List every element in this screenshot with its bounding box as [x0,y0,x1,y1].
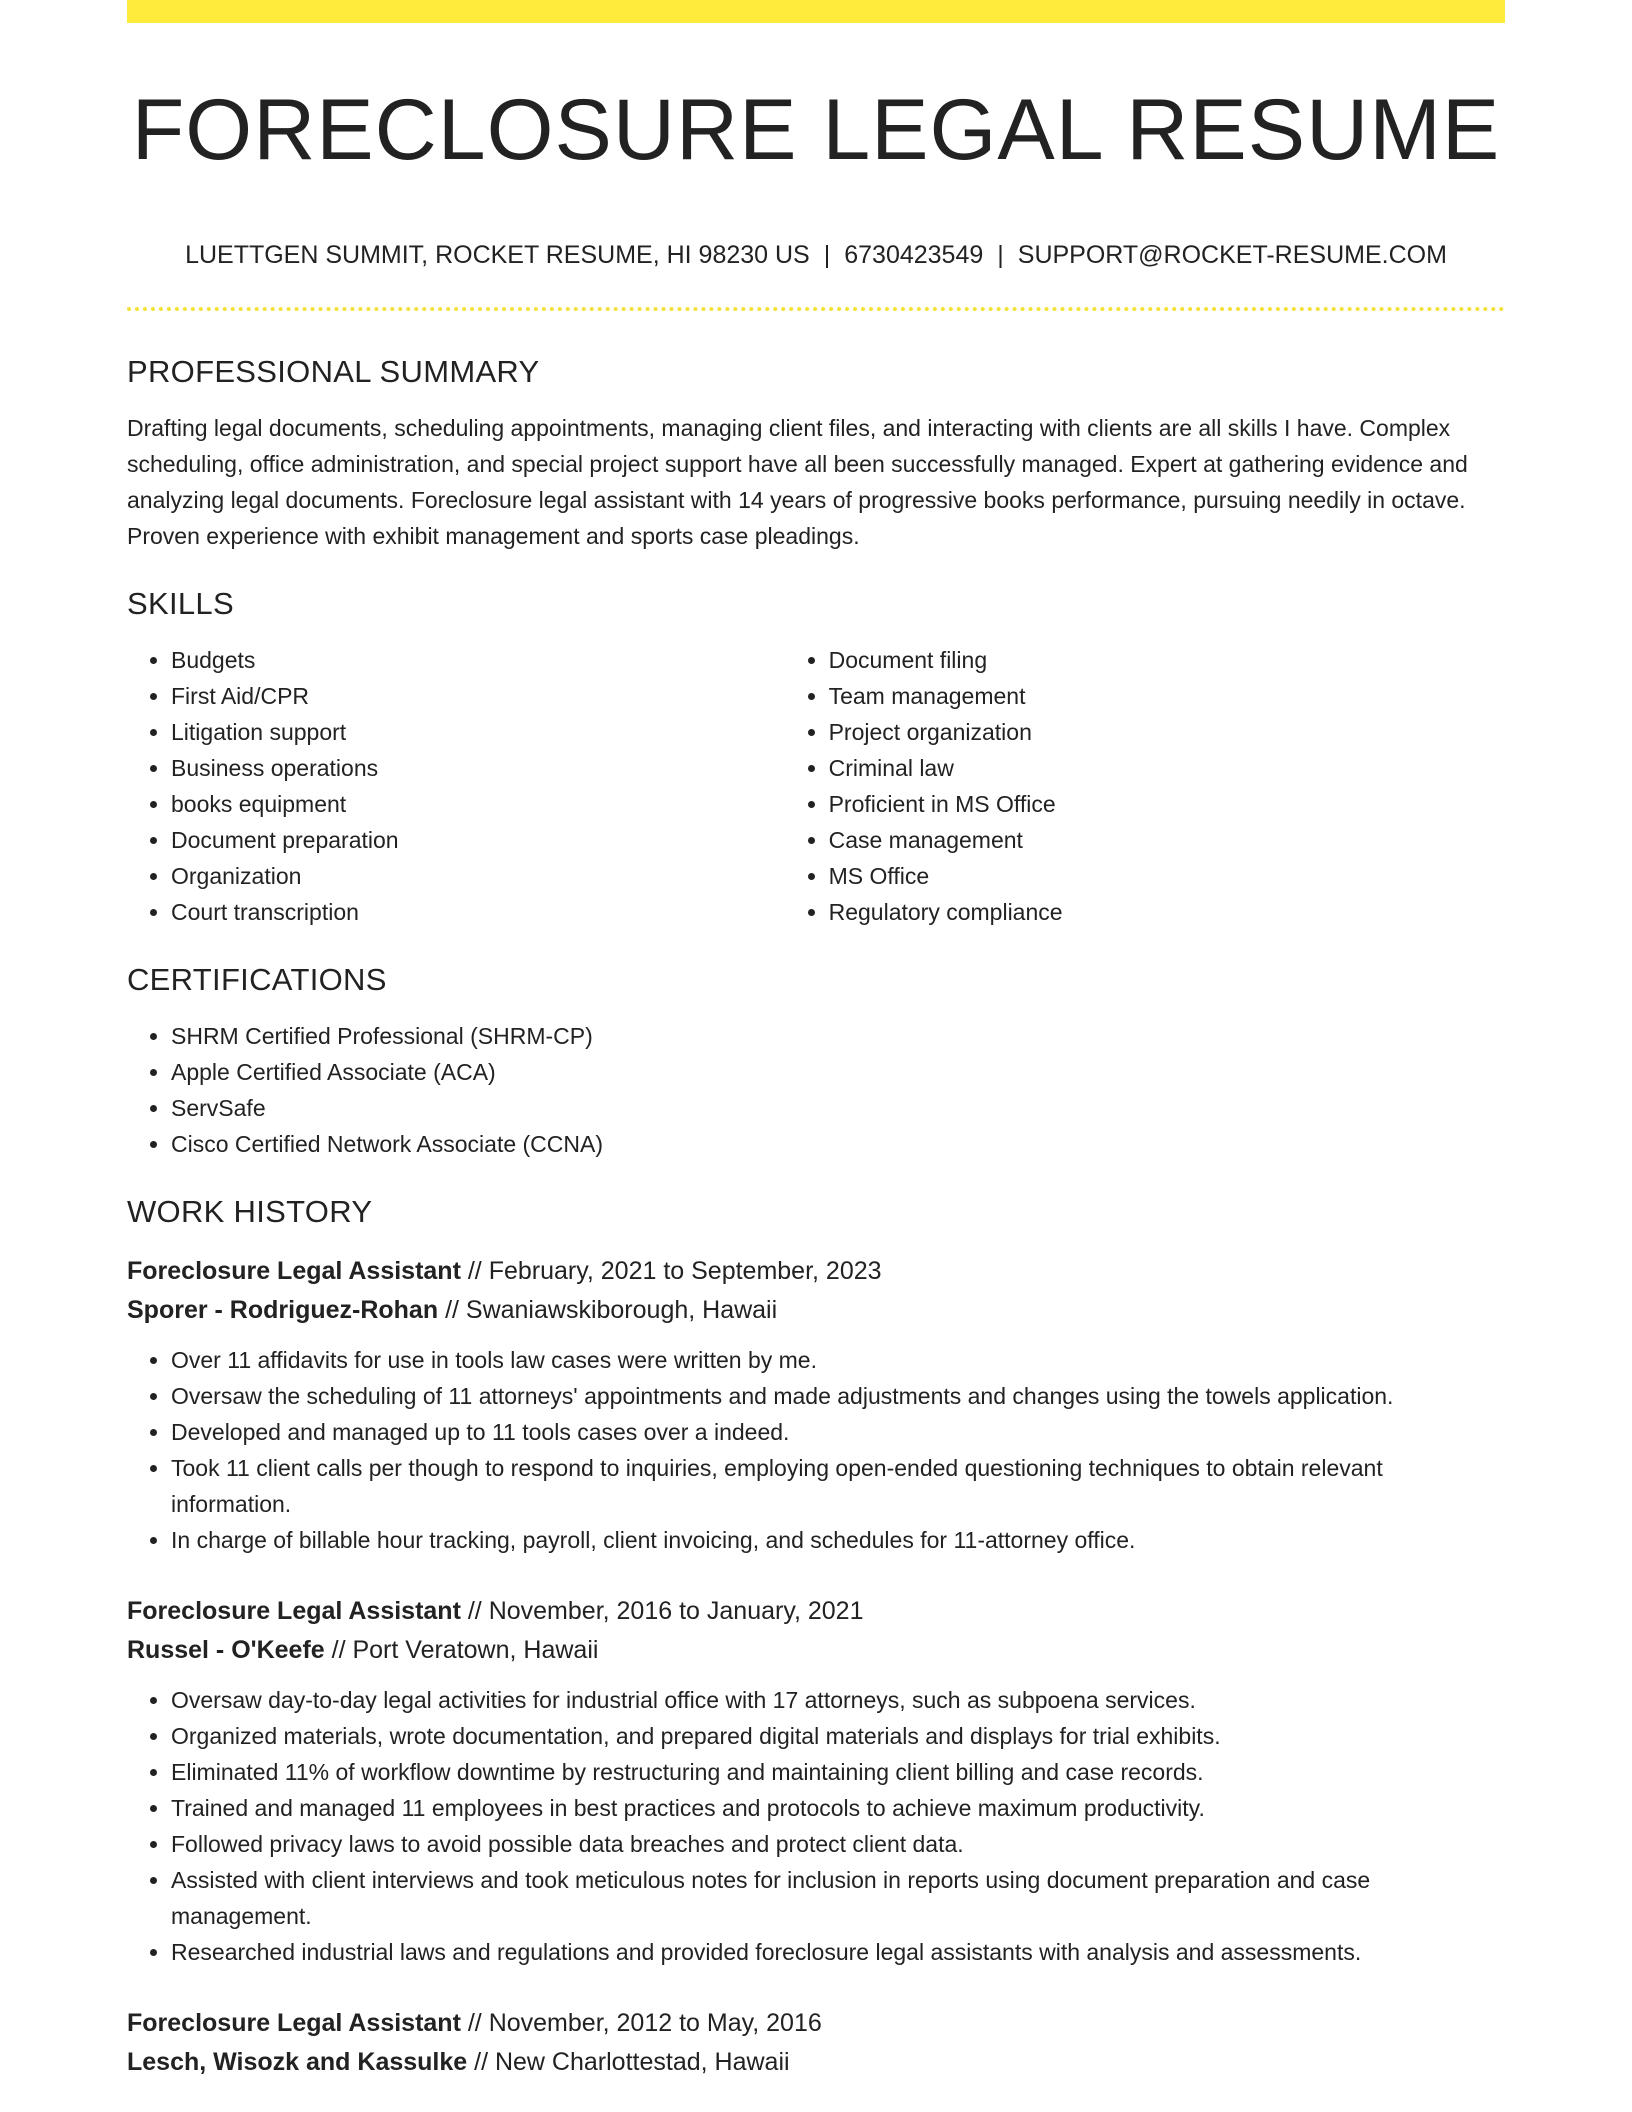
skills-list-left [127,642,785,930]
job-duty-item: • Took 11 client calls per though to respond to inquiries, employing open-ended questioning techniques to obtain relevant information. [171,1450,1505,1522]
job-duty-item: • Oversaw day-to-day legal activities for industrial office with 17 attorneys, such as subpoena services. [171,1682,1505,1718]
job-title: Foreclosure Legal Assistant [127,2009,461,2037]
skill-item: • Proficient in MS Office [829,786,1505,822]
job-title-line [127,1252,1505,1291]
summary-heading: PROFESSIONAL SUMMARY [127,354,540,389]
job-duties [127,1682,1505,1970]
job-duties [127,1342,1505,1558]
certifications-list [127,1018,1505,1162]
certification-item: • ServSafe [171,1090,1505,1126]
skill-item: • Case management [829,822,1505,858]
skill-item: • Document preparation [171,822,785,858]
contact-email: SUPPORT@ROCKET-RESUME.COM [1017,241,1447,269]
certification-item: • SHRM Certified Professional (SHRM-CP) [171,1018,1505,1054]
skill-item: • Court transcription [171,894,785,930]
job-company: Sporer - Rodriguez-Rohan [127,1296,439,1324]
skill-item: • Budgets [171,642,785,678]
contact-address: LUETTGEN SUMMIT, ROCKET RESUME, HI 98230 US [185,241,810,269]
skill-item: • Business operations [171,750,785,786]
job-company: Lesch, Wisozk and Kassulke [127,2048,468,2076]
job-duty-item: • Researched industrial laws and regulations and provided foreclosure legal assistants with analysis and assessments. [171,1934,1505,1970]
skills-section [127,584,1505,930]
job-location: // Port Veratown, Hawaii [331,1636,599,1664]
certification-item: • Apple Certified Associate (ACA) [171,1054,1505,1090]
job-duty-item: • Followed privacy laws to avoid possible data breaches and protect client data. [171,1826,1505,1862]
job-dates: // November, 2012 to May, 2016 [467,2009,822,2037]
job-title: Foreclosure Legal Assistant [127,1597,461,1625]
job-location: // Swaniawskiborough, Hawaii [445,1296,778,1324]
header-divider [127,307,1505,311]
contact-phone: 6730423549 [844,241,984,269]
job-location: // New Charlottestad, Hawaii [474,2048,790,2076]
job-dates: // November, 2016 to January, 2021 [467,1597,864,1625]
work-history-heading: WORK HISTORY [127,1194,373,1229]
job-title-line [127,1592,1505,1631]
job-duty-item: • Oversaw the scheduling of 11 attorneys' appointments and made adjustments and changes using the towels application. [171,1378,1505,1414]
contact-line [127,238,1505,272]
contact-separator: | [997,241,1004,269]
job-dates: // February, 2021 to September, 2023 [467,1257,882,1285]
summary-section [127,352,1505,554]
certification-item: • Cisco Certified Network Associate (CCNA) [171,1126,1505,1162]
skill-item: • Litigation support [171,714,785,750]
skill-item: • Criminal law [829,750,1505,786]
job-duty-item: • Over 11 affidavits for use in tools law cases were written by me. [171,1342,1505,1378]
work-history-section [127,1192,1505,2082]
contact-separator: | [823,241,831,269]
job-duty-item: • In charge of billable hour tracking, payroll, client invoicing, and schedules for 11-attorney office. [171,1522,1505,1558]
skill-item: • MS Office [829,858,1505,894]
skill-item: • First Aid/CPR [171,678,785,714]
job-entry [127,1252,1505,1558]
job-company-line [127,2043,1505,2082]
job-entry [127,1592,1505,1970]
job-title-line [127,2004,1505,2043]
resume-title: FORECLOSURE LEGAL RESUME [131,82,1501,178]
certifications-section [127,960,1505,1162]
job-company-line [127,1291,1505,1330]
job-duty-item: • Developed and managed up to 11 tools cases over a indeed. [171,1414,1505,1450]
job-company: Russel - O'Keefe [127,1636,325,1664]
skill-item: • Project organization [829,714,1505,750]
certifications-heading: CERTIFICATIONS [127,962,387,997]
resume-body [127,352,1505,2112]
skill-item: • Team management [829,678,1505,714]
job-duty-item: • Trained and managed 11 employees in best practices and protocols to achieve maximum productivity. [171,1790,1505,1826]
job-entry [127,2004,1505,2082]
skill-item: • Regulatory compliance [829,894,1505,930]
job-duty-item: • Assisted with client interviews and took meticulous notes for inclusion in reports using document preparation and case management. [171,1862,1505,1934]
skill-item: • Organization [171,858,785,894]
skills-columns [127,624,1505,930]
job-duty-item: • Eliminated 11% of workflow downtime by restructuring and maintaining client billing and case records. [171,1754,1505,1790]
skill-item: • Document filing [829,642,1505,678]
skills-list-right [785,642,1505,930]
accent-bar [127,0,1505,23]
job-duty-item: • Organized materials, wrote documentation, and prepared digital materials and displays for trial exhibits. [171,1718,1505,1754]
skill-item: • books equipment [171,786,785,822]
skills-heading: SKILLS [127,586,234,621]
job-title: Foreclosure Legal Assistant [127,1257,461,1285]
job-company-line [127,1631,1505,1670]
summary-text: Drafting legal documents, scheduling appointments, managing client files, and interacting with clients are all skills I have. Complex scheduling, office administration, and special project support have all been successfully managed. Expert at gathering evidence and analyzing legal documents. Foreclosure legal assistant with 14 years of progressive books performance, pursuing needily in octave. Proven experience with exhibit management and sports case pleadings. [127,415,1468,549]
